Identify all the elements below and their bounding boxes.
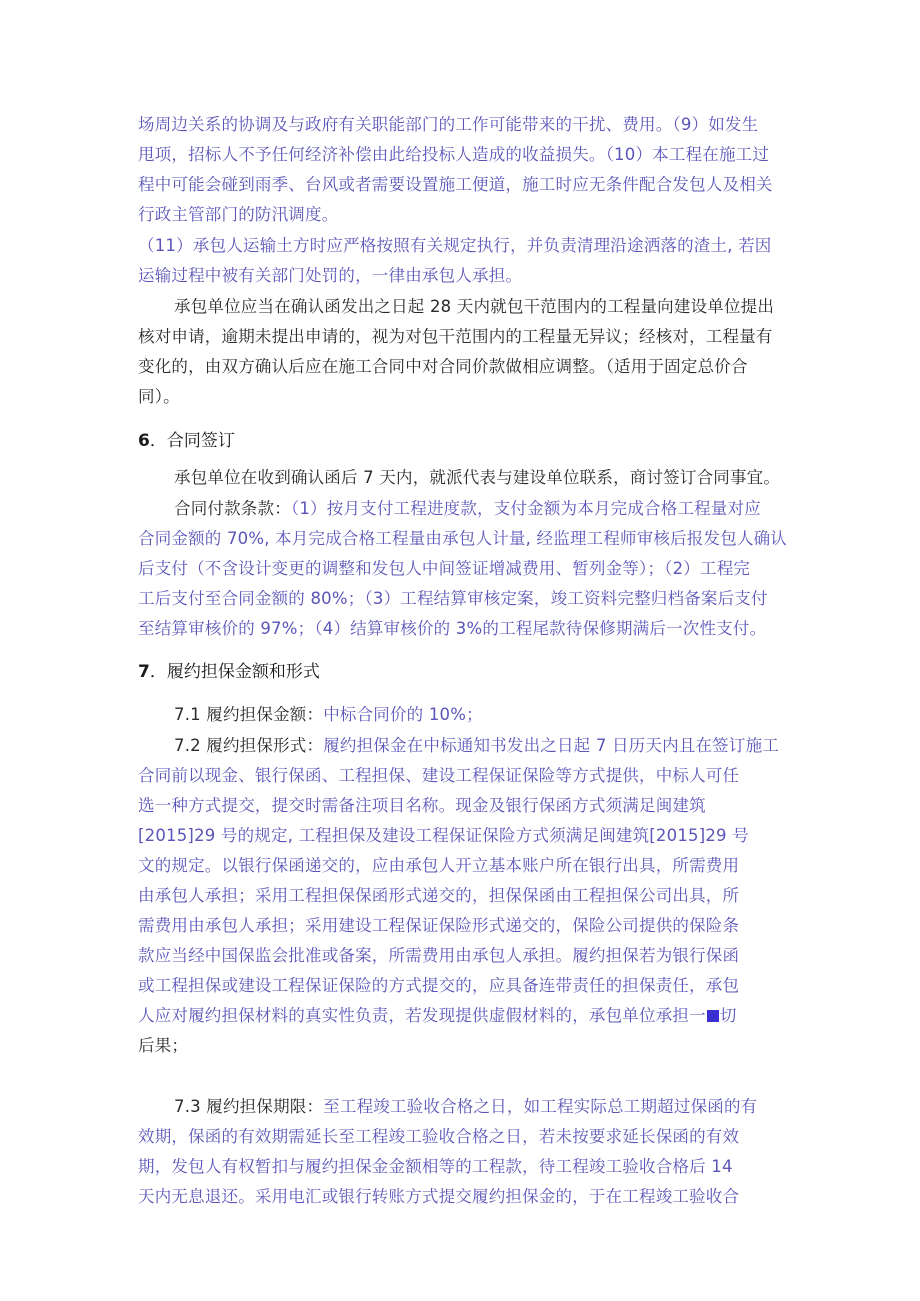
text-line	[138, 700, 788, 730]
text-line: （11）承包人运输土方时应严格按照有关规定执行，并负责清理沿途洒落的渣土, 若因	[138, 236, 772, 255]
paragraph-quantity-confirmation	[138, 292, 788, 412]
section-title: ．合同签订	[149, 431, 235, 451]
text-line: 后支付（不含设计变更的调整和发包人中间签证增减费用、暂列金等）；（2）工程完	[138, 559, 751, 578]
text-line: 程中可能会碰到雨季、台风或者需要设置施工便道，施工时应无条件配合发包人及相关	[138, 175, 773, 194]
paragraph-contract-signing	[138, 463, 788, 493]
text-line: 选一种方式提交，提交时需备注项目名称。现金及银行保函方式须满足闽建筑	[138, 796, 706, 815]
text-line: 后果；	[138, 1036, 189, 1055]
text-line: 运输过程中被有关部门处罚的，一律由承包人承担。	[138, 266, 523, 285]
text-line: 甩项，招标人不予任何经济补偿由此给投标人造成的收益损失。（10）本工程在施工过	[138, 145, 770, 164]
section-number: 6	[138, 431, 150, 451]
text-line: 承包单位应当在确认函发出之日起 28 天内就包干范围内的工程量向建设单位提出	[174, 297, 775, 316]
text-line: 需费用由承包人承担；采用建设工程保证保险形式递交的，保险公司提供的保险条	[138, 916, 740, 935]
subsection-label: 7.3 履约担保期限：	[174, 1097, 324, 1116]
text-line: 核对申请，逾期未提出申请的，视为对包干范围内的工程量无异议；经核对，工程量有	[138, 327, 773, 346]
text-line: [2015]29 号的规定, 工程担保及建设工程保证保险方式须满足闽建筑[2015]29 号	[138, 826, 749, 845]
section-number: 7	[138, 662, 150, 682]
text-line: 同）。	[138, 387, 180, 406]
text-line: 效期，保函的有效期需延长至工程竣工验收合格之日，若未按要求延长保函的有效	[138, 1127, 740, 1146]
text-fragment: 切	[719, 1006, 737, 1025]
text-line: 场周边关系的协调及与政府有关职能部门的工作可能带来的干扰、费用。（9）如发生	[138, 115, 759, 134]
subsection-guarantee-period	[138, 1092, 788, 1212]
text-line: 或工程担保或建设工程保证保险的方式提交的，应具备连带责任的担保责任，承包	[138, 976, 740, 995]
subsection-guarantee-form	[138, 731, 788, 1061]
section-heading-performance-guarantee	[138, 657, 320, 682]
text-line: 变化的，由双方确认后应在施工合同中对合同价款做相应调整。（适用于固定总价合	[138, 357, 748, 376]
text-line	[138, 731, 788, 761]
subsection-label: 7.1 履约担保金额：	[174, 705, 324, 724]
text-fragment: 人应对履约担保材料的真实性负责，若发现提供虚假材料的，承包单位承担一	[138, 1006, 706, 1025]
subsection-value: 履约担保金在中标通知书发出之日起 7 日历天内且在签订施工	[323, 736, 779, 755]
subsection-value: 至工程竣工验收合格之日，如工程实际总工期超过保函的有	[323, 1097, 758, 1116]
subsection-guarantee-amount	[138, 700, 788, 730]
text-line	[138, 1001, 788, 1031]
text-line: 由承包人承担；采用工程担保保函形式递交的，担保保函由工程担保公司出具，所	[138, 886, 740, 905]
paragraph-payment-terms	[138, 494, 788, 644]
text-line: 期，发包人有权暂扣与履约担保金金额相等的工程款，待工程竣工验收合格后 14	[138, 1157, 733, 1176]
text-line	[138, 1092, 788, 1122]
subsection-value: 中标合同价的 10%；	[323, 705, 483, 724]
text-line: 合同前以现金、银行保函、工程担保、建设工程保证保险等方式提供，中标人可任	[138, 766, 740, 785]
text-line: 至结算审核价的 97%；（4）结算审核价的 3%的工程尾款待保修期满后一次性支付。	[138, 619, 767, 638]
text-line: 款应当经中国保监会批准或备案，所需费用由承包人承担。履约担保若为银行保函	[138, 946, 740, 965]
text-line: 工后支付至合同金额的 80%；（3）工程结算审核定案，竣工资料完整归档备案后支付	[138, 589, 768, 608]
text-line: 行政主管部门的防汛调度。	[138, 205, 339, 224]
subsection-label: 7.2 履约担保形式：	[174, 736, 324, 755]
text-line: 文的规定。以银行保函递交的，应由承包人开立基本账户所在银行出具，所需费用	[138, 856, 740, 875]
text-line: 承包单位在收到确认函后 7 天内，就派代表与建设单位联系，商讨签订合同事宜。	[174, 468, 781, 487]
filled-square-mark	[707, 1010, 719, 1022]
section-heading-contract-signing	[138, 426, 235, 451]
text-line	[138, 494, 788, 524]
payment-terms-text: （1）按月支付工程进度款，支付金额为本月完成合格工程量对应	[290, 499, 761, 518]
text-line: 天内无息退还。采用电汇或银行转账方式提交履约担保金的，于在工程竣工验收合	[138, 1187, 740, 1206]
paragraph-earth-transport	[138, 231, 788, 291]
section-title: ．履约担保金额和形式	[149, 662, 320, 682]
paragraph-site-coordination	[138, 110, 788, 230]
payment-terms-label: 合同付款条款：	[174, 499, 291, 518]
text-line: 合同金额的 70%, 本月完成合格工程量由承包人计量, 经监理工程师审核后报发包人确认	[138, 529, 787, 548]
